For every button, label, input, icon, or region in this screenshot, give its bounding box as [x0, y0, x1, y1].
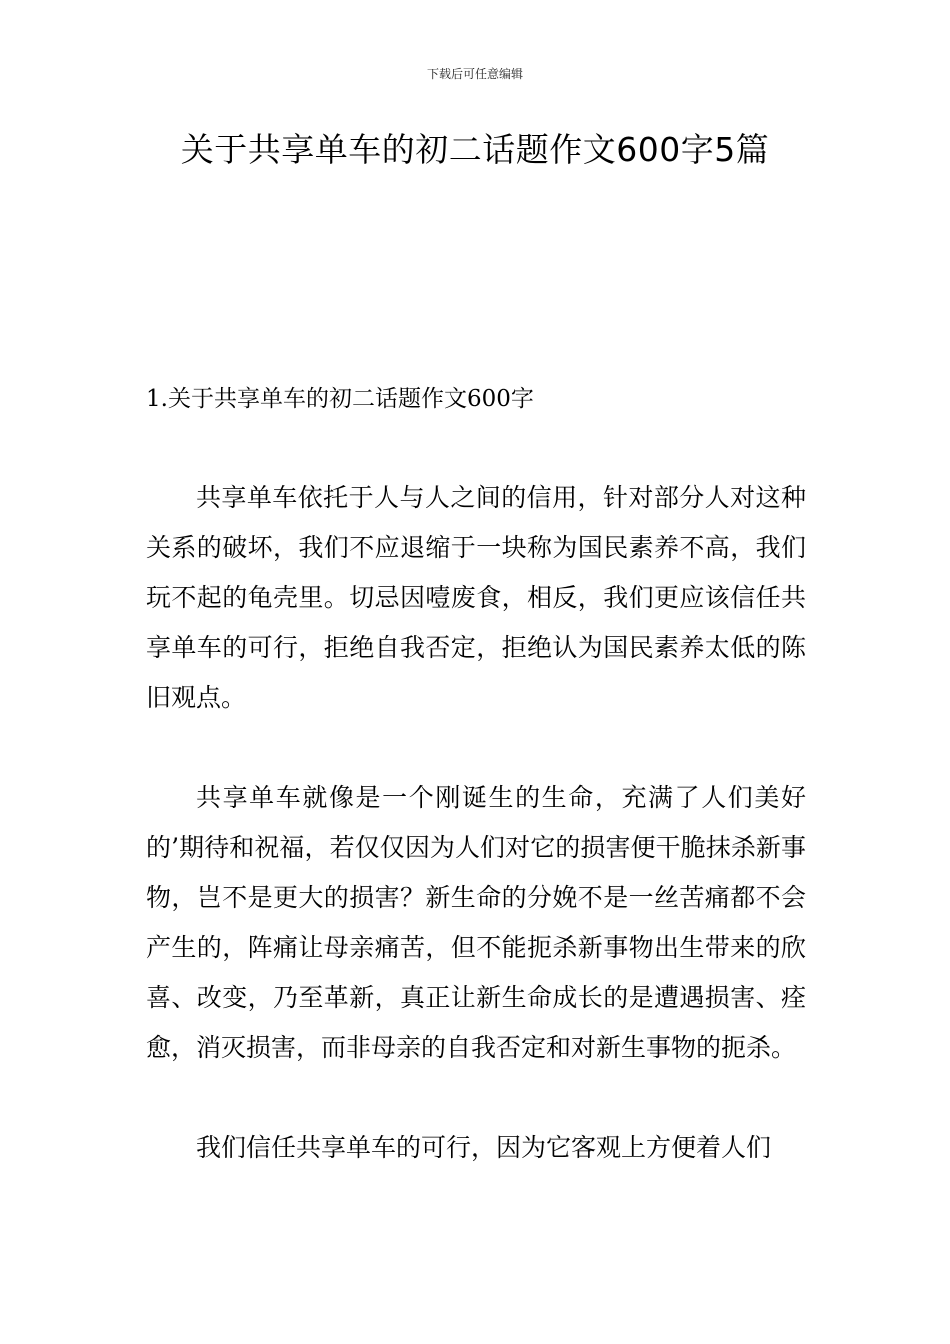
header-note: 下载后可任意编辑 [426, 67, 523, 81]
document-title: 关于共享单车的初二话题作文600字5篇 [180, 130, 770, 169]
paragraph-3: 我们信任共享单车的可行，因为它客观上方便着人们 [196, 1133, 772, 1162]
paragraph-1: 共享单车依托于人与人之间的信用，针对部分人对这种关系的破坏，我们不应退缩于一块称为国民素养不高，我们玩不起的龟壳里。切忌因噎废食，相反，我们更应该信任共享单车的可行，拒绝自我否定，拒绝认为国民素养太低的陈旧观点。 [146, 483, 806, 712]
paragraph-2: 共享单车就像是一个刚诞生的生命，充满了人们美好的’期待和祝福，若仅仅因为人们对它的损害便干脆抹杀新事物，岂不是更大的损害？新生命的分娩不是一丝苦痛都不会产生的，阵痛让母亲痛苦，但不能扼杀新事物出生带来的欣喜、改变，乃至革新，真正让新生命成长的是遭遇损害、痊愈，消灭损害，而非母亲的自我否定和对新生事物的扼杀。 [146, 783, 806, 1062]
body-text [146, 473, 806, 1223]
section-heading: 1.关于共享单车的初二话题作文600字 [146, 386, 534, 412]
